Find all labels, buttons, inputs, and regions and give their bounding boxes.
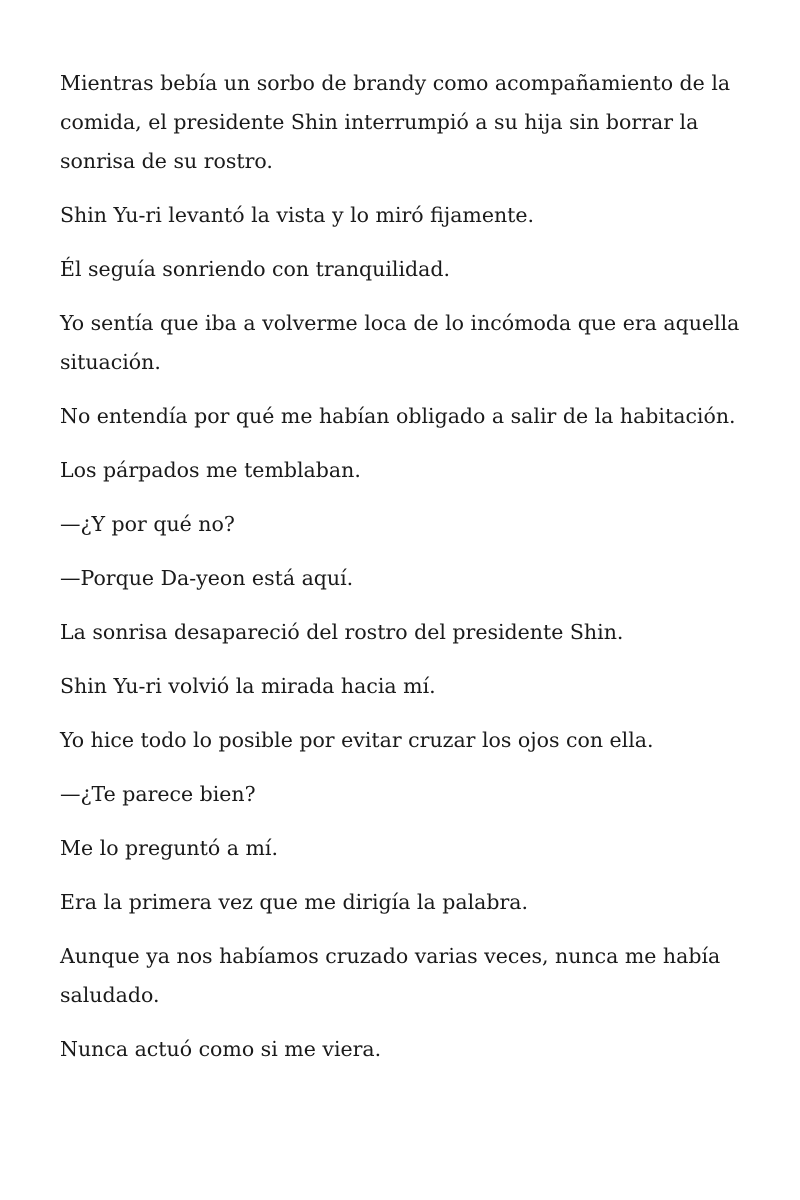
paragraph: Mientras bebía un sorbo de brandy como acompañamiento de la comida, el presidente Shin interrumpió a su hija sin borrar la sonrisa de su rostro. xyxy=(60,71,731,173)
paragraph: Shin Yu-ri levantó la vista y lo miró fijamente. xyxy=(60,203,535,227)
paragraph: Yo sentía que iba a volverme loca de lo incómoda que era aquella situación. xyxy=(60,311,740,374)
paragraph: Nunca actuó como si me viera. xyxy=(60,1037,382,1061)
paragraph: Shin Yu-ri volvió la mirada hacia mí. xyxy=(60,674,436,698)
paragraph: —¿Te parece bien? xyxy=(60,782,256,806)
paragraph: —¿Y por qué no? xyxy=(60,512,235,536)
paragraph: Me lo preguntó a mí. xyxy=(60,836,278,860)
paragraph: Yo hice todo lo posible por evitar cruzar los ojos con ella. xyxy=(60,728,654,752)
paragraph: Él seguía sonriendo con tranquilidad. xyxy=(60,257,451,281)
paragraph: La sonrisa desapareció del rostro del presidente Shin. xyxy=(60,620,624,644)
paragraph: —Porque Da-yeon está aquí. xyxy=(60,566,354,590)
paragraph: Los párpados me temblaban. xyxy=(60,458,361,482)
paragraph: Aunque ya nos habíamos cruzado varias veces, nunca me había saludado. xyxy=(60,944,721,1007)
paragraph: No entendía por qué me habían obligado a salir de la habitación. xyxy=(60,404,736,428)
paragraph: Era la primera vez que me dirigía la palabra. xyxy=(60,890,529,914)
